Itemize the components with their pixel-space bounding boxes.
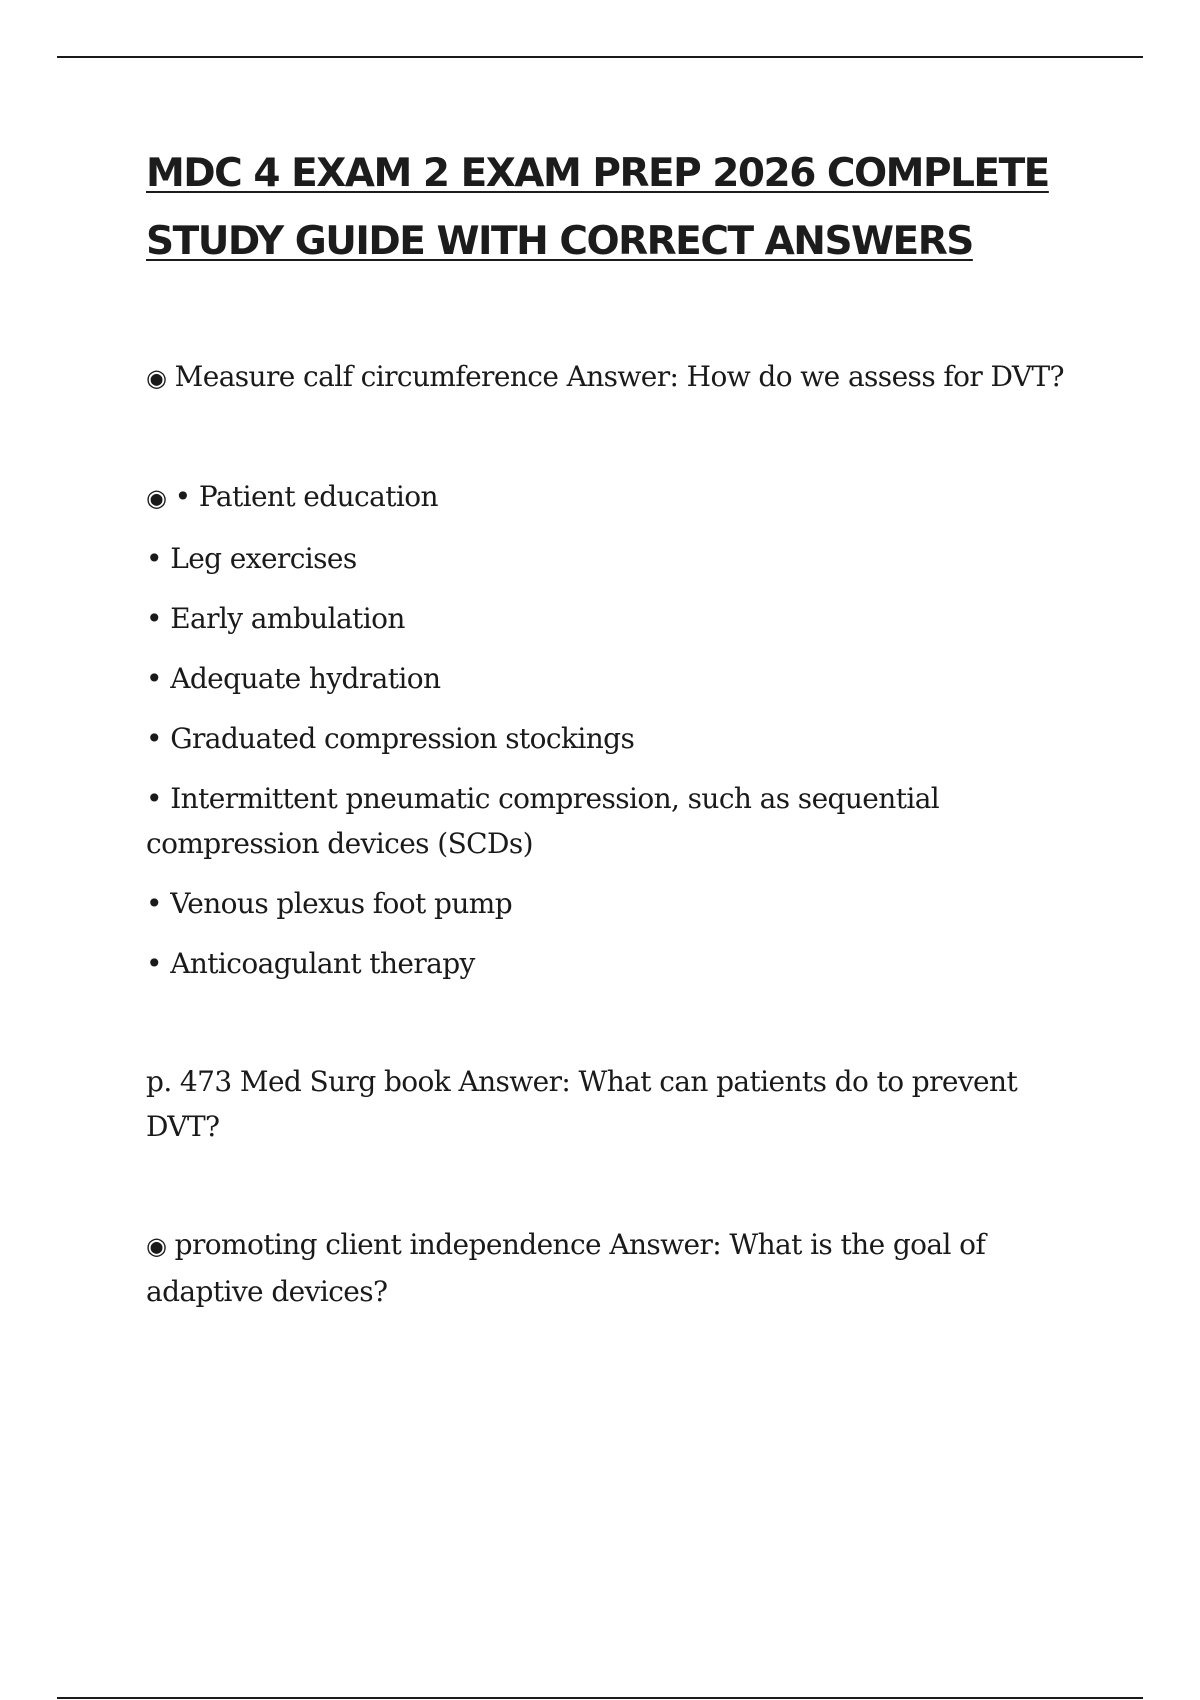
list-item: • Graduated compression stockings <box>146 722 635 755</box>
radio-bullet-icon: ◉ <box>146 484 167 512</box>
document-title: MDC 4 EXAM 2 EXAM PREP 2026 COMPLETE STUDY GUIDE WITH CORRECT ANSWERS <box>146 151 1049 264</box>
list-item: • Venous plexus foot pump <box>146 887 513 920</box>
qa-text: Measure calf circumference Answer: How do we assess for DVT? <box>174 360 1064 393</box>
qa-entry-calf <box>146 354 1086 401</box>
document-body <box>146 140 1086 1314</box>
qa-entry-reference: p. 473 Med Surg book Answer: What can patients do to prevent DVT? <box>146 1065 1018 1143</box>
list-item: • Adequate hydration <box>146 662 441 695</box>
qa-entry-adaptive-devices <box>146 1222 1086 1314</box>
bottom-divider <box>57 1697 1143 1699</box>
qa-text: promoting client independence Answer: What is the goal of adaptive devices? <box>146 1228 986 1308</box>
list-item: • Early ambulation <box>146 602 405 635</box>
list-item: • Anticoagulant therapy <box>146 947 475 980</box>
list-item: • Leg exercises <box>146 542 357 575</box>
radio-bullet-icon: ◉ <box>146 1232 167 1260</box>
list-item: ◉ • Patient education <box>146 480 438 513</box>
top-divider <box>57 56 1143 58</box>
list-item: • Intermittent pneumatic compression, such as sequential compression devices (SCDs) <box>146 782 940 860</box>
radio-bullet-icon: ◉ <box>146 364 167 392</box>
prevention-list <box>146 474 1086 986</box>
